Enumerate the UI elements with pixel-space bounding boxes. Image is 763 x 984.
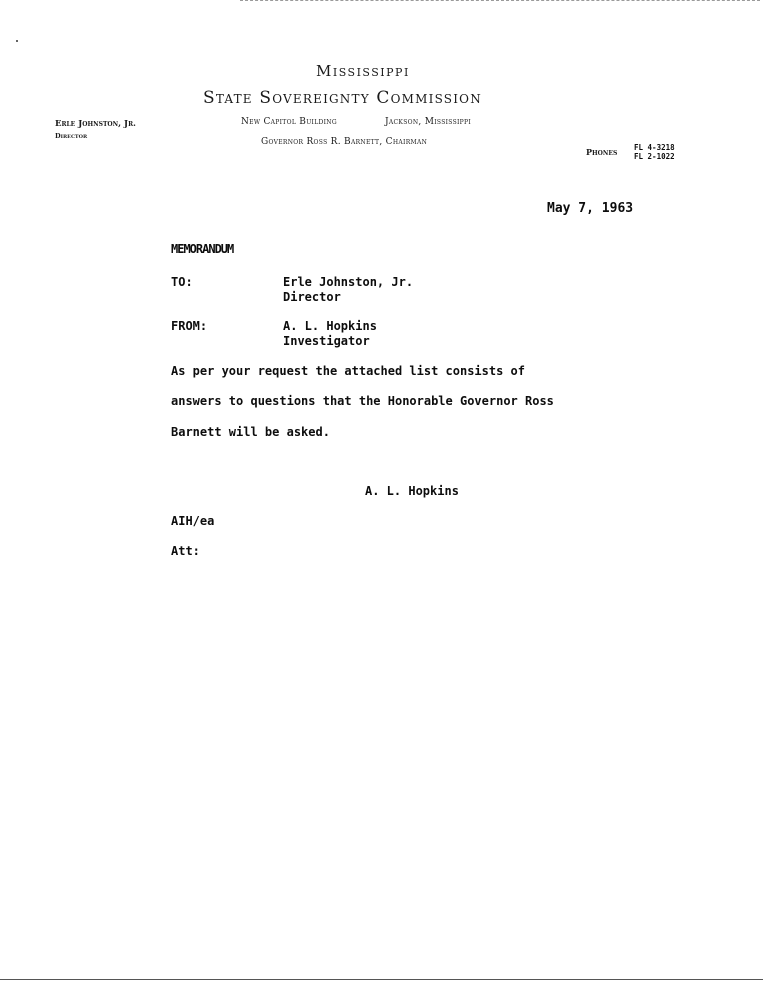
memo-from-name: A. L. Hopkins [283,319,377,333]
letterhead-phone-2: FL 2-1022 [634,152,675,161]
letterhead-director-name: Erle Johnston, Jr. [55,119,137,129]
memo-body-line-2: answers to questions that the Honorable Governor Ross [171,394,554,408]
letterhead-chairman: Governor Ross R. Barnett, Chairman [261,137,428,147]
letterhead-address-city: Jackson, Mississippi [385,117,472,127]
memo-signature: A. L. Hopkins [365,484,459,498]
memo-initials: AIH/ea [171,514,215,528]
letterhead-phone-1: FL 4-3218 [634,143,675,152]
letterhead-state: Mississippi [316,62,410,80]
memo-to-label: TO: [171,275,193,289]
page-bottom-edge [0,979,763,980]
letterhead-director-title: Director [55,132,88,140]
memo-date: May 7, 1963 [547,201,634,216]
scan-speck [16,40,18,42]
memo-from-title: Investigator [283,334,370,348]
letterhead-commission: State Sovereignty Commission [203,88,482,108]
memo-body-line-1: As per your request the attached list consists of [171,364,526,378]
letterhead-phones-label: Phones [586,147,618,157]
memo-to-name: Erle Johnston, Jr. [283,275,414,289]
page-edge-dashes [240,0,760,1]
letterhead-address-building: New Capitol Building [241,117,337,127]
memo-attachment: Att: [171,544,200,558]
memo-to-title: Director [283,290,341,304]
memo-from-label: FROM: [171,319,208,333]
memo-heading: MEMORANDUM [171,242,234,256]
memo-body-line-3: Barnett will be asked. [171,425,330,439]
